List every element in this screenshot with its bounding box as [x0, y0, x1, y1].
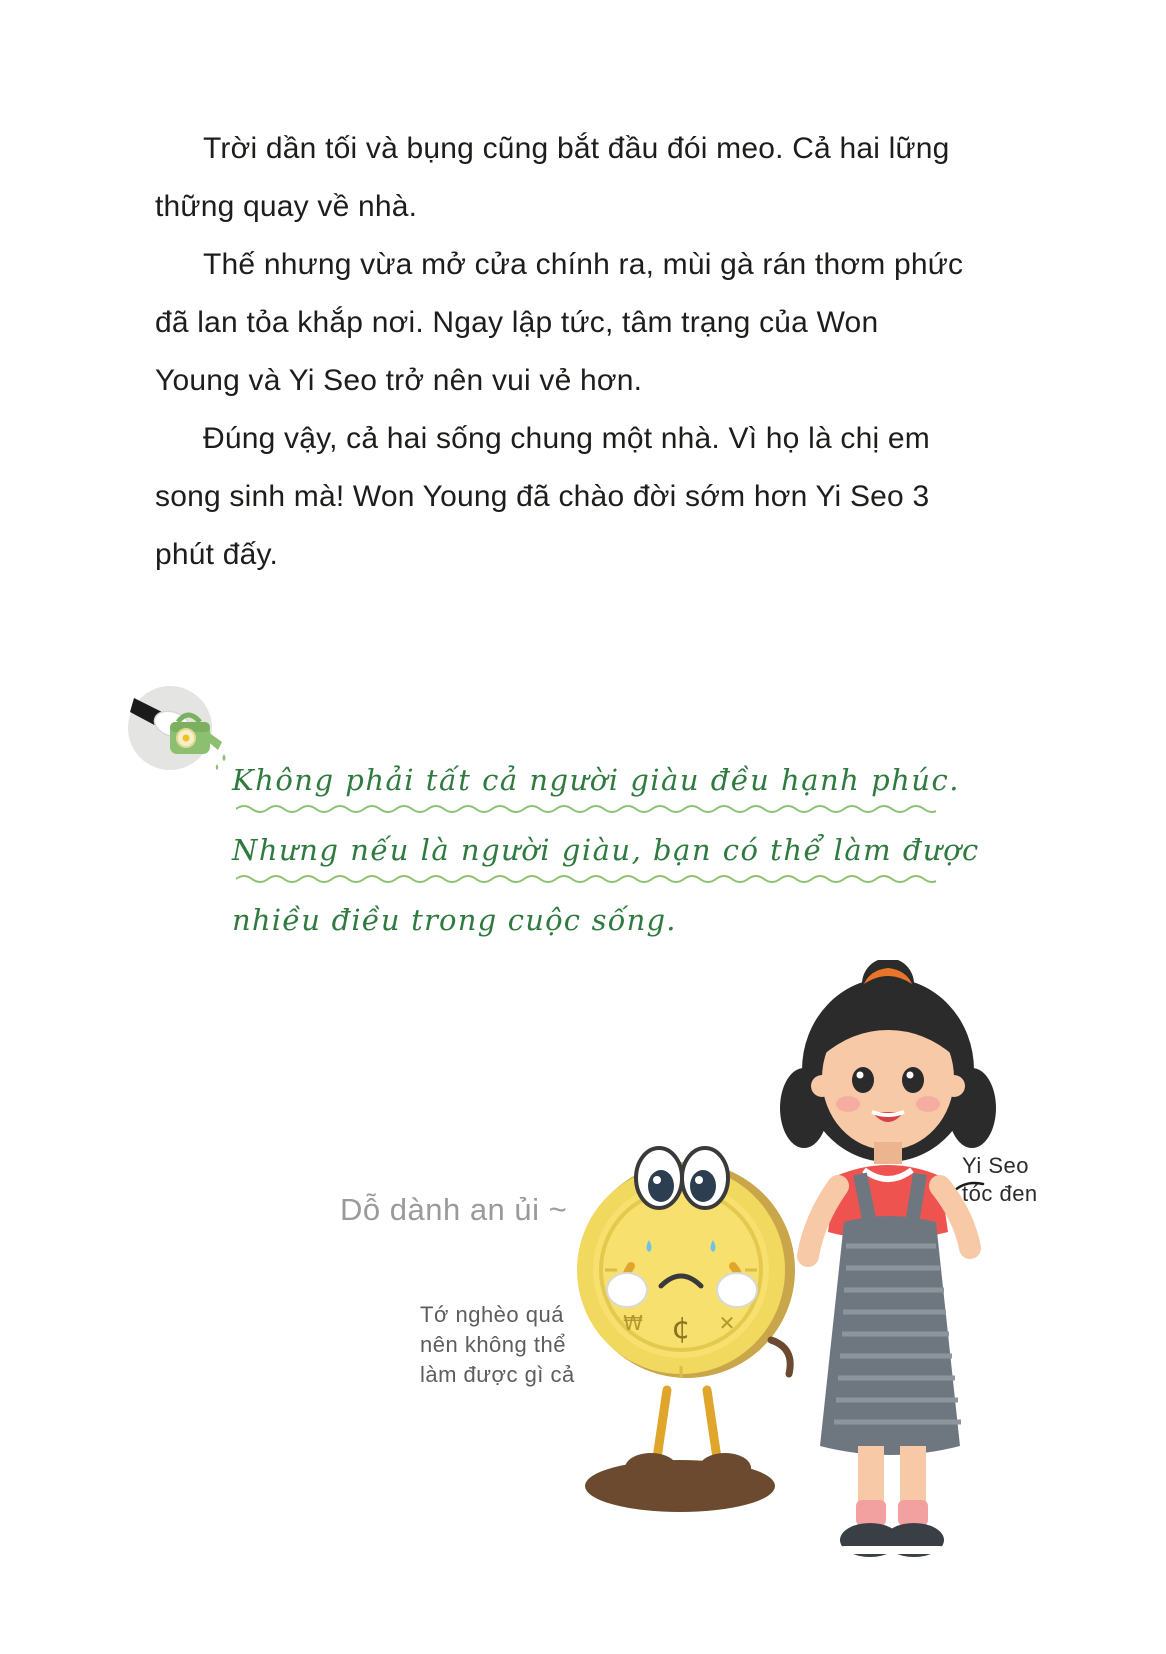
squiggle-divider-1 [236, 802, 936, 816]
page-body-text [155, 120, 965, 584]
coin-speech-line-1: Tớ nghèo quá [420, 1302, 564, 1327]
illustration-area [0, 930, 1166, 1654]
girl-character [760, 960, 1020, 1580]
paragraph-1: Trời dần tối và bụng cũng bắt đầu đói meo. Cả hai lững thững quay về nhà. [155, 132, 950, 223]
coin-speech-label [420, 1300, 600, 1390]
watering-can-icon [120, 680, 230, 790]
quote-lines [232, 760, 980, 940]
character-name-line-1: Yi Seo [962, 1153, 1030, 1178]
coin-speech-line-2: nên không thể [420, 1332, 566, 1357]
character-name-line-2: tóc đen [962, 1181, 1038, 1206]
svg-text:₩: ₩ [623, 1311, 643, 1335]
quote-line-2: Nhưng nếu là người giàu, bạn có thể làm được [232, 833, 980, 867]
coin-speech-line-3: làm được gì cả [420, 1362, 575, 1387]
squiggle-divider-2 [236, 872, 936, 886]
paragraph-3: Đúng vậy, cả hai sống chung một nhà. Vì họ là chị em song sinh mà! Won Young đã chào đời sớm hơn Yi Seo 3 phút đấy. [155, 422, 930, 571]
quote-line-3: nhiều điều trong cuộc sống. [232, 903, 677, 937]
quote-line-1: Không phải tất cả người giàu đều hạnh phúc. [232, 763, 960, 797]
paragraph-2: Thế nhưng vừa mở cửa chính ra, mùi gà rán thơm phức đã lan tỏa khắp nơi. Ngay lập tức, tâm trạng của Won Young và Yi Seo trở nên vui vẻ hơn. [155, 248, 964, 397]
consoling-label: Dỗ dành an ủi ~ [340, 1192, 568, 1227]
svg-text:✕: ✕ [718, 1311, 736, 1335]
coin-symbol: ¢ [671, 1311, 691, 1346]
